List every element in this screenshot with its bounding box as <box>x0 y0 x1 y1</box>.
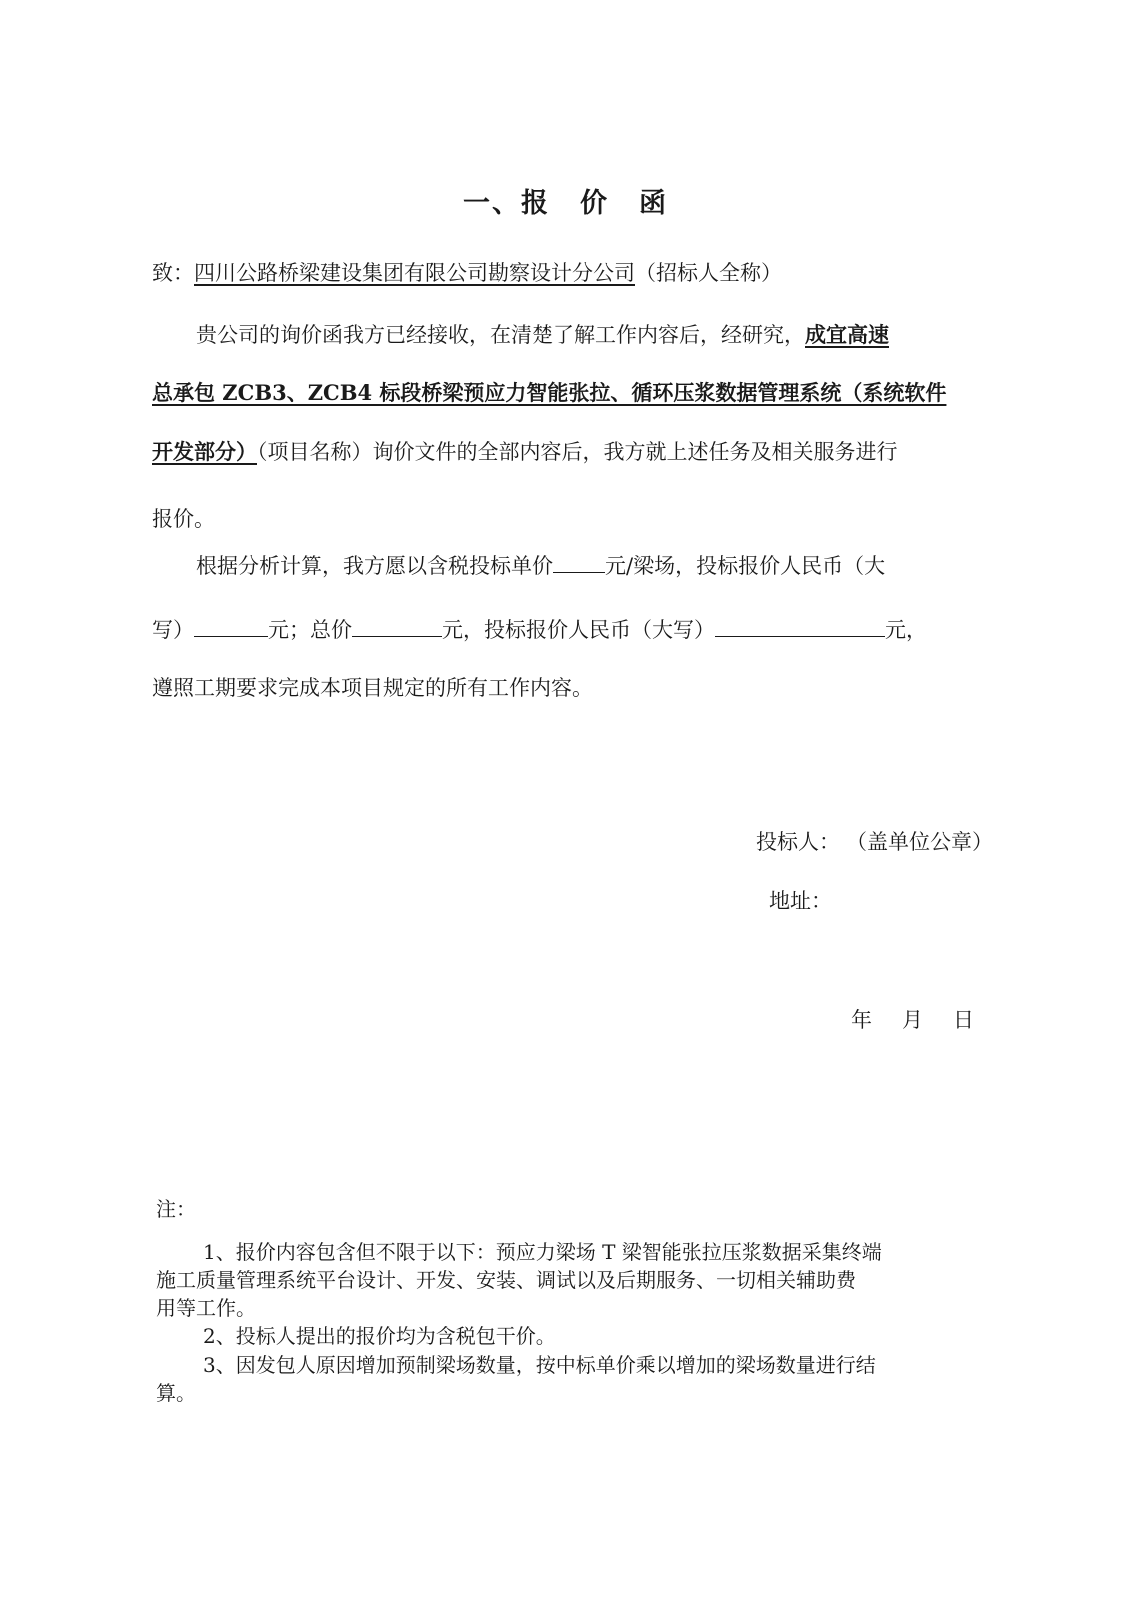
project-name-part-3: 开发部分） <box>152 439 257 464</box>
date-year: 年 <box>851 1008 872 1032</box>
total-words-label: 元，投标报价人民币（大写） <box>442 618 715 642</box>
date-month: 月 <box>902 1008 923 1032</box>
address-line <box>769 886 832 916</box>
salutation <box>152 258 782 288</box>
unit-price-blank[interactable] <box>553 550 605 573</box>
recipient-hint: （招标人全称） <box>635 261 782 285</box>
para1-line-4 <box>152 504 215 534</box>
title-part-1: 一、报 <box>463 188 550 219</box>
amount-words-label: 写） <box>152 618 194 642</box>
note-3-line-1: 3、因发包人原因增加预制梁场数量，按中标单价乘以增加的梁场数量进行结 <box>203 1353 876 1377</box>
note-1-line-2: 施工质量管理系统平台设计、开发、安装、调试以及后期服务、一切相关辅助费 <box>156 1268 856 1292</box>
para2-line-3 <box>152 673 593 703</box>
para1-text-3: （项目名称）询价文件的全部内容后，我方就上述任务及相关服务进行 <box>257 440 898 464</box>
recipient-name: 四川公路桥梁建设集团有限公司勘察设计分公司 <box>194 261 635 285</box>
salutation-prefix: 致： <box>152 261 194 285</box>
note-1-line-1: 1、报价内容包含但不限于以下：预应力梁场 T 梁智能张拉压浆数据采集终端 <box>203 1240 882 1264</box>
para1-text-1: 贵公司的询价函我方已经接收，在清楚了解工作内容后，经研究， <box>196 323 805 347</box>
para1-line-1 <box>196 320 889 350</box>
bidder-line <box>756 827 993 857</box>
date-line <box>851 1005 974 1035</box>
total-words-blank[interactable] <box>715 614 885 637</box>
project-name-part-1: 成宜高速 <box>805 322 889 347</box>
total-words-suffix: 元， <box>885 618 927 642</box>
para1-text-4: 报价。 <box>152 507 215 531</box>
page-title <box>0 181 1131 220</box>
notes-heading: 注： <box>156 1197 196 1221</box>
para2-line-1 <box>196 550 885 581</box>
unit-price-suffix: 元/梁场，投标报价人民币（大 <box>605 554 886 578</box>
date-day: 日 <box>953 1008 974 1032</box>
para2-text-3: 遵照工期要求完成本项目规定的所有工作内容。 <box>152 676 593 700</box>
bidder-seal-hint: （盖单位公章） <box>846 830 993 854</box>
unit-price-label: 根据分析计算，我方愿以含税投标单价 <box>196 554 553 578</box>
address-label: 地址： <box>769 889 832 913</box>
note-1-line-3: 用等工作。 <box>156 1296 256 1320</box>
project-name-part-2: 总承包 ZCB3、ZCB4 标段桥梁预应力智能张拉、循环压浆数据管理系统（系统软件 <box>152 380 947 405</box>
total-price-blank[interactable] <box>352 614 442 637</box>
para1-line-3 <box>152 437 898 467</box>
para2-line-2 <box>152 614 927 645</box>
bidder-label: 投标人： <box>756 830 840 854</box>
note-3-line-2: 算。 <box>156 1381 196 1405</box>
title-part-2: 价 <box>580 188 609 219</box>
amount-words-blank[interactable] <box>194 614 268 637</box>
total-price-label: 元；总价 <box>268 618 352 642</box>
title-part-3: 函 <box>639 188 668 219</box>
para1-line-2 <box>152 378 946 408</box>
note-2: 2、投标人提出的报价均为含税包干价。 <box>203 1324 556 1348</box>
